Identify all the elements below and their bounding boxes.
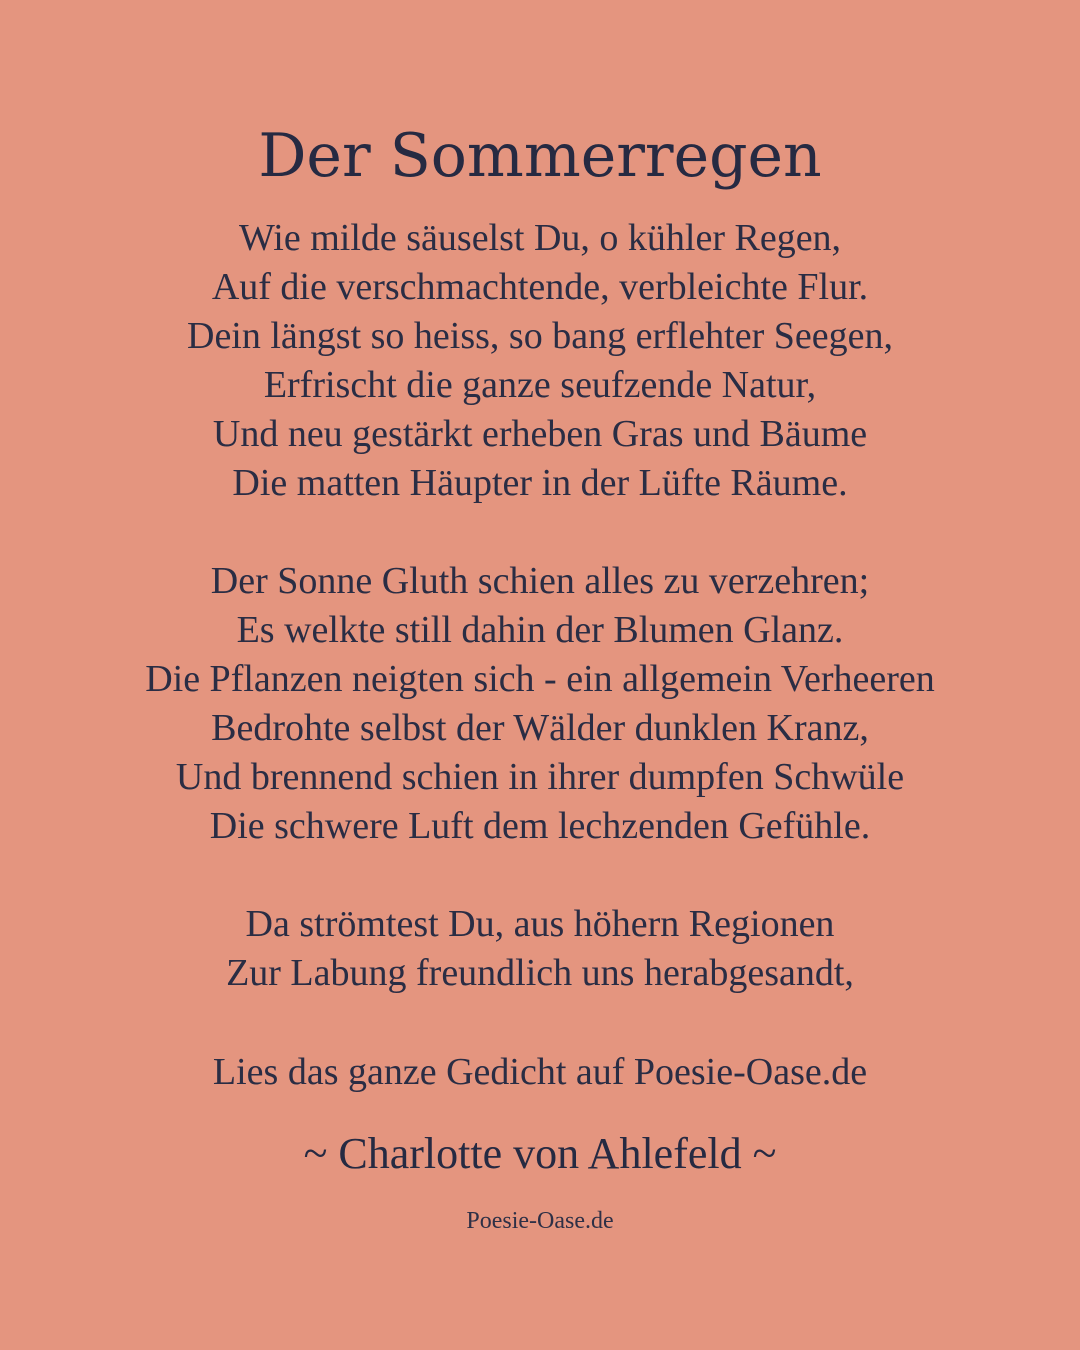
stanza-3 <box>0 900 1080 998</box>
poem-line: Der Sonne Gluth schien alles zu verzehren; <box>210 560 870 602</box>
poem-line: Da strömtest Du, aus höhern Regionen <box>245 903 835 945</box>
poem-line: Die Pflanzen neigten sich - ein allgemein Verheeren <box>145 658 935 700</box>
poem-line: Wie milde säuselst Du, o kühler Regen, <box>238 217 842 259</box>
poem-line: Es welkte still dahin der Blumen Glanz. <box>236 609 844 651</box>
poem-line: Und brennend schien in ihrer dumpfen Schwüle <box>175 756 905 798</box>
site-watermark: Poesie-Oase.de <box>466 1208 614 1234</box>
poem-line: Erfrischt die ganze seufzende Natur, <box>263 364 817 406</box>
poem-line: Dein längst so heiss, so bang erflehter Seegen, <box>187 315 893 357</box>
poem-body <box>0 214 1080 998</box>
poem-line: Zur Labung freundlich uns herabgesandt, <box>226 952 854 994</box>
stanza-1 <box>0 214 1080 508</box>
poem-line: Die schwere Luft dem lechzenden Gefühle. <box>209 805 871 847</box>
poem-line: Die matten Häupter in der Lüfte Räume. <box>232 462 848 504</box>
poem-title: Der Sommerregen <box>258 121 822 191</box>
poem-line: Und neu gestärkt erheben Gras und Bäume <box>212 413 868 455</box>
poem-author: ~ Charlotte von Ahlefeld ~ <box>303 1129 777 1178</box>
poem-line: Bedrohte selbst der Wälder dunklen Kranz, <box>211 707 869 749</box>
poem-line: Auf die verschmachtende, verbleichte Flur. <box>211 266 869 308</box>
stanza-2 <box>0 557 1080 851</box>
read-more-text: Lies das ganze Gedicht auf Poesie-Oase.de <box>212 1051 868 1093</box>
